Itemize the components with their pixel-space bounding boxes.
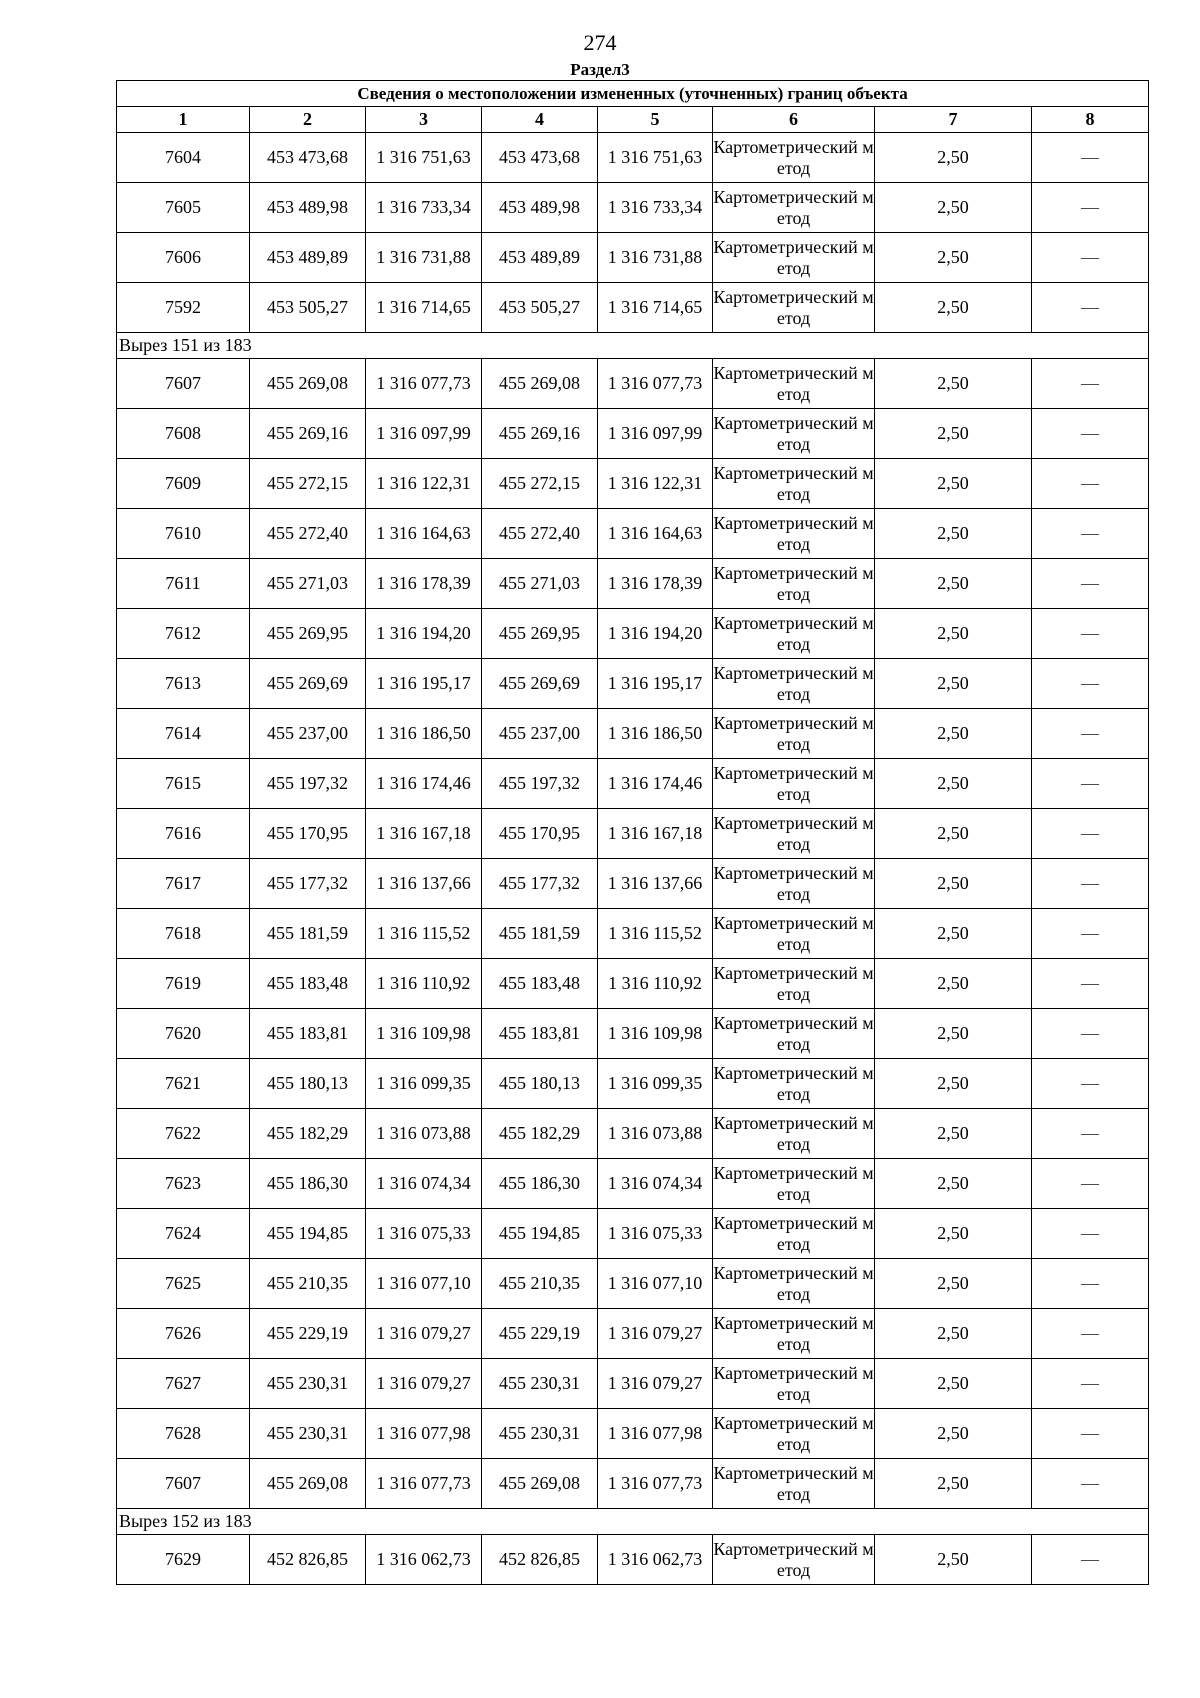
point-number-cell: 7609 [117, 459, 250, 509]
method-cell: Картометрический метод [713, 1309, 875, 1359]
table-row [117, 659, 1149, 709]
table-row [117, 1109, 1149, 1159]
old-x-cell: 455 181,59 [250, 909, 366, 959]
precision-cell: 2,50 [875, 909, 1032, 959]
old-y-cell: 1 316 714,65 [366, 283, 482, 333]
description-cell: — [1032, 409, 1149, 459]
method-cell: Картометрический метод [713, 909, 875, 959]
precision-cell: 2,50 [875, 659, 1032, 709]
old-x-cell: 455 269,69 [250, 659, 366, 709]
point-number-cell: 7614 [117, 709, 250, 759]
table-row [117, 959, 1149, 1009]
new-x-cell: 455 229,19 [482, 1309, 598, 1359]
old-y-cell: 1 316 073,88 [366, 1109, 482, 1159]
precision-cell: 2,50 [875, 1059, 1032, 1109]
method-cell: Картометрический метод [713, 759, 875, 809]
new-x-cell: 455 194,85 [482, 1209, 598, 1259]
column-number-row [117, 107, 1149, 133]
boundary-coordinates-table [116, 80, 1149, 1585]
point-number-cell: 7627 [117, 1359, 250, 1409]
old-y-cell: 1 316 109,98 [366, 1009, 482, 1059]
new-y-cell: 1 316 097,99 [598, 409, 713, 459]
new-x-cell: 455 170,95 [482, 809, 598, 859]
old-x-cell: 455 229,19 [250, 1309, 366, 1359]
description-cell: — [1032, 1159, 1149, 1209]
old-y-cell: 1 316 164,63 [366, 509, 482, 559]
table-row [117, 809, 1149, 859]
description-cell: — [1032, 909, 1149, 959]
description-cell: — [1032, 233, 1149, 283]
method-cell: Картометрический метод [713, 283, 875, 333]
new-x-cell: 455 269,08 [482, 359, 598, 409]
point-number-cell: 7616 [117, 809, 250, 859]
new-y-cell: 1 316 167,18 [598, 809, 713, 859]
table-row [117, 133, 1149, 183]
description-cell: — [1032, 359, 1149, 409]
precision-cell: 2,50 [875, 959, 1032, 1009]
new-y-cell: 1 316 109,98 [598, 1009, 713, 1059]
old-y-cell: 1 316 079,27 [366, 1309, 482, 1359]
description-cell: — [1032, 1535, 1149, 1585]
old-x-cell: 455 272,40 [250, 509, 366, 559]
table-body [117, 133, 1149, 1585]
description-cell: — [1032, 283, 1149, 333]
point-number-cell: 7619 [117, 959, 250, 1009]
point-number-cell: 7622 [117, 1109, 250, 1159]
old-x-cell: 453 489,98 [250, 183, 366, 233]
method-cell: Картометрический метод [713, 1259, 875, 1309]
precision-cell: 2,50 [875, 459, 1032, 509]
new-y-cell: 1 316 751,63 [598, 133, 713, 183]
new-y-cell: 1 316 733,34 [598, 183, 713, 233]
old-x-cell: 455 269,08 [250, 359, 366, 409]
precision-cell: 2,50 [875, 609, 1032, 659]
new-x-cell: 455 210,35 [482, 1259, 598, 1309]
column-number: 8 [1032, 107, 1149, 133]
table-row [117, 459, 1149, 509]
new-x-cell: 455 269,08 [482, 1459, 598, 1509]
table-row [117, 609, 1149, 659]
old-y-cell: 1 316 122,31 [366, 459, 482, 509]
precision-cell: 2,50 [875, 1359, 1032, 1409]
old-y-cell: 1 316 097,99 [366, 409, 482, 459]
point-number-cell: 7621 [117, 1059, 250, 1109]
old-y-cell: 1 316 077,73 [366, 359, 482, 409]
new-y-cell: 1 316 194,20 [598, 609, 713, 659]
old-x-cell: 455 269,08 [250, 1459, 366, 1509]
point-number-cell: 7610 [117, 509, 250, 559]
old-y-cell: 1 316 110,92 [366, 959, 482, 1009]
old-x-cell: 452 826,85 [250, 1535, 366, 1585]
method-cell: Картометрический метод [713, 1459, 875, 1509]
table-row [117, 1259, 1149, 1309]
new-x-cell: 453 489,98 [482, 183, 598, 233]
old-x-cell: 453 505,27 [250, 283, 366, 333]
column-number: 5 [598, 107, 713, 133]
new-x-cell: 455 182,29 [482, 1109, 598, 1159]
old-x-cell: 455 170,95 [250, 809, 366, 859]
description-cell: — [1032, 1359, 1149, 1409]
method-cell: Картометрический метод [713, 409, 875, 459]
new-x-cell: 455 181,59 [482, 909, 598, 959]
new-x-cell: 455 272,40 [482, 509, 598, 559]
point-number-cell: 7607 [117, 359, 250, 409]
method-cell: Картометрический метод [713, 183, 875, 233]
table-row [117, 183, 1149, 233]
old-y-cell: 1 316 137,66 [366, 859, 482, 909]
old-y-cell: 1 316 077,98 [366, 1409, 482, 1459]
new-y-cell: 1 316 079,27 [598, 1359, 713, 1409]
new-y-cell: 1 316 178,39 [598, 559, 713, 609]
new-y-cell: 1 316 099,35 [598, 1059, 713, 1109]
new-y-cell: 1 316 077,98 [598, 1409, 713, 1459]
table-row [117, 859, 1149, 909]
precision-cell: 2,50 [875, 809, 1032, 859]
old-y-cell: 1 316 178,39 [366, 559, 482, 609]
old-x-cell: 453 473,68 [250, 133, 366, 183]
point-number-cell: 7611 [117, 559, 250, 609]
new-y-cell: 1 316 174,46 [598, 759, 713, 809]
column-number: 7 [875, 107, 1032, 133]
precision-cell: 2,50 [875, 1409, 1032, 1459]
description-cell: — [1032, 559, 1149, 609]
new-y-cell: 1 316 122,31 [598, 459, 713, 509]
table-row [117, 1209, 1149, 1259]
method-cell: Картометрический метод [713, 659, 875, 709]
new-x-cell: 453 489,89 [482, 233, 598, 283]
old-y-cell: 1 316 731,88 [366, 233, 482, 283]
precision-cell: 2,50 [875, 233, 1032, 283]
description-cell: — [1032, 1009, 1149, 1059]
precision-cell: 2,50 [875, 1309, 1032, 1359]
point-number-cell: 7592 [117, 283, 250, 333]
description-cell: — [1032, 183, 1149, 233]
old-x-cell: 455 271,03 [250, 559, 366, 609]
method-cell: Картометрический метод [713, 959, 875, 1009]
old-x-cell: 453 489,89 [250, 233, 366, 283]
precision-cell: 2,50 [875, 409, 1032, 459]
point-number-cell: 7608 [117, 409, 250, 459]
old-x-cell: 455 269,16 [250, 409, 366, 459]
table-row [117, 409, 1149, 459]
table-row [117, 1009, 1149, 1059]
old-y-cell: 1 316 167,18 [366, 809, 482, 859]
new-x-cell: 455 197,32 [482, 759, 598, 809]
table-row [117, 1059, 1149, 1109]
point-number-cell: 7626 [117, 1309, 250, 1359]
new-y-cell: 1 316 074,34 [598, 1159, 713, 1209]
table-caption: Сведения о местоположении измененных (уточненных) границ объекта [117, 81, 1149, 107]
point-number-cell: 7605 [117, 183, 250, 233]
new-x-cell: 455 269,95 [482, 609, 598, 659]
precision-cell: 2,50 [875, 133, 1032, 183]
column-number: 3 [366, 107, 482, 133]
precision-cell: 2,50 [875, 709, 1032, 759]
description-cell: — [1032, 509, 1149, 559]
point-number-cell: 7620 [117, 1009, 250, 1059]
old-y-cell: 1 316 174,46 [366, 759, 482, 809]
precision-cell: 2,50 [875, 559, 1032, 609]
table-row [117, 1459, 1149, 1509]
table-row [117, 1359, 1149, 1409]
description-cell: — [1032, 859, 1149, 909]
new-x-cell: 455 272,15 [482, 459, 598, 509]
description-cell: — [1032, 1309, 1149, 1359]
new-x-cell: 455 230,31 [482, 1359, 598, 1409]
new-x-cell: 453 505,27 [482, 283, 598, 333]
description-cell: — [1032, 459, 1149, 509]
cutout-row [117, 1509, 1149, 1535]
method-cell: Картометрический метод [713, 133, 875, 183]
method-cell: Картометрический метод [713, 509, 875, 559]
description-cell: — [1032, 809, 1149, 859]
new-y-cell: 1 316 195,17 [598, 659, 713, 709]
description-cell: — [1032, 709, 1149, 759]
cutout-row [117, 333, 1149, 359]
table-row [117, 233, 1149, 283]
point-number-cell: 7615 [117, 759, 250, 809]
table-row [117, 559, 1149, 609]
old-y-cell: 1 316 079,27 [366, 1359, 482, 1409]
description-cell: — [1032, 659, 1149, 709]
old-y-cell: 1 316 195,17 [366, 659, 482, 709]
new-y-cell: 1 316 075,33 [598, 1209, 713, 1259]
new-x-cell: 455 271,03 [482, 559, 598, 609]
new-x-cell: 453 473,68 [482, 133, 598, 183]
point-number-cell: 7606 [117, 233, 250, 283]
new-y-cell: 1 316 077,73 [598, 1459, 713, 1509]
description-cell: — [1032, 609, 1149, 659]
new-x-cell: 452 826,85 [482, 1535, 598, 1585]
page-number: 274 [583, 30, 617, 55]
method-cell: Картометрический метод [713, 559, 875, 609]
new-y-cell: 1 316 079,27 [598, 1309, 713, 1359]
old-y-cell: 1 316 194,20 [366, 609, 482, 659]
point-number-cell: 7617 [117, 859, 250, 909]
new-x-cell: 455 183,48 [482, 959, 598, 1009]
new-x-cell: 455 269,16 [482, 409, 598, 459]
old-y-cell: 1 316 099,35 [366, 1059, 482, 1109]
new-x-cell: 455 177,32 [482, 859, 598, 909]
method-cell: Картометрический метод [713, 1059, 875, 1109]
precision-cell: 2,50 [875, 1159, 1032, 1209]
old-y-cell: 1 316 186,50 [366, 709, 482, 759]
new-y-cell: 1 316 731,88 [598, 233, 713, 283]
column-number: 6 [713, 107, 875, 133]
description-cell: — [1032, 959, 1149, 1009]
precision-cell: 2,50 [875, 1109, 1032, 1159]
description-cell: — [1032, 1109, 1149, 1159]
precision-cell: 2,50 [875, 1259, 1032, 1309]
table-row [117, 283, 1149, 333]
new-y-cell: 1 316 073,88 [598, 1109, 713, 1159]
old-y-cell: 1 316 062,73 [366, 1535, 482, 1585]
old-y-cell: 1 316 115,52 [366, 909, 482, 959]
point-number-cell: 7629 [117, 1535, 250, 1585]
new-y-cell: 1 316 186,50 [598, 709, 713, 759]
old-x-cell: 455 230,31 [250, 1359, 366, 1409]
table-row [117, 1159, 1149, 1209]
description-cell: — [1032, 1059, 1149, 1109]
old-x-cell: 455 230,31 [250, 1409, 366, 1459]
table-row [117, 1409, 1149, 1459]
description-cell: — [1032, 133, 1149, 183]
old-y-cell: 1 316 077,10 [366, 1259, 482, 1309]
new-x-cell: 455 237,00 [482, 709, 598, 759]
new-y-cell: 1 316 077,73 [598, 359, 713, 409]
method-cell: Картометрический метод [713, 1009, 875, 1059]
method-cell: Картометрический метод [713, 809, 875, 859]
column-number: 1 [117, 107, 250, 133]
precision-cell: 2,50 [875, 859, 1032, 909]
old-x-cell: 455 180,13 [250, 1059, 366, 1109]
old-y-cell: 1 316 733,34 [366, 183, 482, 233]
new-x-cell: 455 269,69 [482, 659, 598, 709]
new-y-cell: 1 316 077,10 [598, 1259, 713, 1309]
description-cell: — [1032, 1409, 1149, 1459]
method-cell: Картометрический метод [713, 609, 875, 659]
precision-cell: 2,50 [875, 283, 1032, 333]
old-x-cell: 455 237,00 [250, 709, 366, 759]
table-row [117, 359, 1149, 409]
new-y-cell: 1 316 115,52 [598, 909, 713, 959]
old-y-cell: 1 316 751,63 [366, 133, 482, 183]
old-x-cell: 455 183,81 [250, 1009, 366, 1059]
table-row [117, 909, 1149, 959]
new-x-cell: 455 186,30 [482, 1159, 598, 1209]
old-x-cell: 455 186,30 [250, 1159, 366, 1209]
new-x-cell: 455 183,81 [482, 1009, 598, 1059]
old-y-cell: 1 316 075,33 [366, 1209, 482, 1259]
point-number-cell: 7613 [117, 659, 250, 709]
description-cell: — [1032, 1459, 1149, 1509]
table-row [117, 1309, 1149, 1359]
cutout-label: Вырез 152 из 183 [117, 1509, 1149, 1535]
description-cell: — [1032, 1209, 1149, 1259]
point-number-cell: 7625 [117, 1259, 250, 1309]
new-y-cell: 1 316 062,73 [598, 1535, 713, 1585]
precision-cell: 2,50 [875, 359, 1032, 409]
new-y-cell: 1 316 714,65 [598, 283, 713, 333]
method-cell: Картометрический метод [713, 1359, 875, 1409]
precision-cell: 2,50 [875, 183, 1032, 233]
point-number-cell: 7604 [117, 133, 250, 183]
precision-cell: 2,50 [875, 1459, 1032, 1509]
method-cell: Картометрический метод [713, 233, 875, 283]
new-y-cell: 1 316 137,66 [598, 859, 713, 909]
point-number-cell: 7623 [117, 1159, 250, 1209]
method-cell: Картометрический метод [713, 459, 875, 509]
old-y-cell: 1 316 077,73 [366, 1459, 482, 1509]
new-x-cell: 455 180,13 [482, 1059, 598, 1109]
precision-cell: 2,50 [875, 509, 1032, 559]
method-cell: Картометрический метод [713, 1159, 875, 1209]
new-y-cell: 1 316 164,63 [598, 509, 713, 559]
description-cell: — [1032, 1259, 1149, 1309]
column-number: 2 [250, 107, 366, 133]
point-number-cell: 7628 [117, 1409, 250, 1459]
old-x-cell: 455 177,32 [250, 859, 366, 909]
section-title: Раздел3 [570, 60, 630, 79]
table-row [117, 509, 1149, 559]
precision-cell: 2,50 [875, 1535, 1032, 1585]
point-number-cell: 7624 [117, 1209, 250, 1259]
method-cell: Картометрический метод [713, 859, 875, 909]
description-cell: — [1032, 759, 1149, 809]
precision-cell: 2,50 [875, 1009, 1032, 1059]
method-cell: Картометрический метод [713, 1109, 875, 1159]
old-x-cell: 455 210,35 [250, 1259, 366, 1309]
method-cell: Картометрический метод [713, 1209, 875, 1259]
precision-cell: 2,50 [875, 1209, 1032, 1259]
point-number-cell: 7607 [117, 1459, 250, 1509]
old-y-cell: 1 316 074,34 [366, 1159, 482, 1209]
old-x-cell: 455 269,95 [250, 609, 366, 659]
table-row [117, 709, 1149, 759]
old-x-cell: 455 194,85 [250, 1209, 366, 1259]
old-x-cell: 455 182,29 [250, 1109, 366, 1159]
new-x-cell: 455 230,31 [482, 1409, 598, 1459]
table-row [117, 1535, 1149, 1585]
precision-cell: 2,50 [875, 759, 1032, 809]
point-number-cell: 7618 [117, 909, 250, 959]
old-x-cell: 455 272,15 [250, 459, 366, 509]
method-cell: Картометрический метод [713, 1409, 875, 1459]
method-cell: Картометрический метод [713, 1535, 875, 1585]
method-cell: Картометрический метод [713, 709, 875, 759]
table-row [117, 759, 1149, 809]
old-x-cell: 455 197,32 [250, 759, 366, 809]
column-number: 4 [482, 107, 598, 133]
point-number-cell: 7612 [117, 609, 250, 659]
new-y-cell: 1 316 110,92 [598, 959, 713, 1009]
cutout-label: Вырез 151 из 183 [117, 333, 1149, 359]
old-x-cell: 455 183,48 [250, 959, 366, 1009]
method-cell: Картометрический метод [713, 359, 875, 409]
